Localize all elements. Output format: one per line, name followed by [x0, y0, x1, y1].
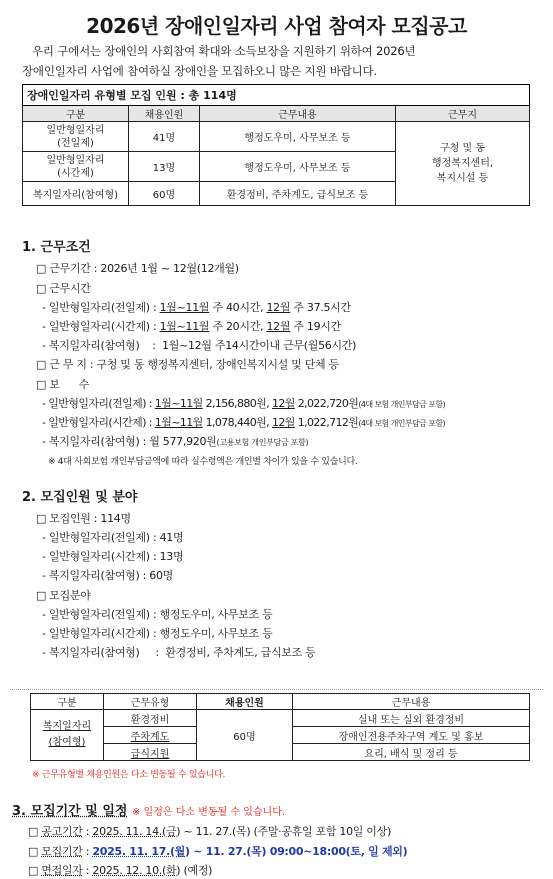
hours-parttime: - 일반형일자리(시간제) : 1월~11월 주 20시간, 12월 주 19시간 — [42, 320, 341, 333]
section-divider — [10, 689, 543, 690]
count-fulltime: - 일반형일자리(전일제) : 41명 — [42, 531, 184, 544]
welfare-duty: 실내 또는 실외 환경정비 — [293, 710, 530, 727]
intro-line-1: 우리 구에서는 장애인의 사회참여 확대와 소득보장을 지원하기 위하여 2026년 — [32, 44, 416, 58]
pay-fulltime: - 일반형일자리(전일제) : 1월~11월 2,156,880원, 12월 2,022,720원(4대 보험 개인부담금 포함) — [42, 397, 445, 410]
summary-row-duty: 행정도우미, 사무보조 등 — [200, 152, 396, 182]
work-place: □ 근 무 지 : 구청 및 동 행정복지센터, 장애인복지시설 및 단체 등 — [36, 358, 339, 371]
welfare-header-worktype: 근무유형 — [104, 694, 197, 710]
summary-row-duty: 행정도우미, 사무보조 등 — [200, 122, 396, 152]
field-parttime: - 일반형일자리(시간제) : 행정도우미, 사무보조 등 — [42, 627, 273, 640]
summary-row-duty: 환경정비, 주차계도, 급식보조 등 — [200, 182, 396, 206]
summary-row-type: 일반형일자리 (전일제) — [23, 122, 129, 152]
count-welfare: - 복지일자리(참여형) : 60명 — [42, 569, 173, 582]
welfare-duty: 장애인전용주차구역 계도 및 홍보 — [293, 727, 530, 744]
recruit-count-heading: □ 모집인원 : 114명 — [36, 512, 131, 525]
pay-parttime: - 일반형일자리(시간제) : 1월~11월 1,078,440원, 12월 1,022,712원(4대 보험 개인부담금 포함) — [42, 416, 445, 429]
summary-row-type: 일반형일자리 (시간제) — [23, 152, 129, 182]
intro-paragraph — [22, 41, 542, 81]
welfare-table-note: ※ 근무유형별 채용인원은 다소 변동될 수 있습니다. — [32, 770, 226, 780]
summary-table — [22, 84, 530, 206]
welfare-header-duty: 근무내용 — [293, 694, 530, 710]
welfare-header-count: 채용인원 — [197, 694, 293, 710]
welfare-header-type: 구분 — [31, 694, 104, 710]
summary-row-count: 60명 — [129, 182, 200, 206]
summary-header-type: 구분 — [23, 106, 129, 122]
hours-fulltime: - 일반형일자리(전일제) : 1월~11월 주 40시간, 12월 주 37.5시간 — [42, 301, 351, 314]
summary-row-count: 41명 — [129, 122, 200, 152]
count-parttime: - 일반형일자리(시간제) : 13명 — [42, 550, 184, 563]
summary-row-type: 복지일자리(참여형) — [23, 182, 129, 206]
recruit-field-heading: □ 모집분야 — [36, 589, 91, 602]
welfare-duty: 요리, 배식 및 정리 등 — [293, 744, 530, 761]
welfare-table — [30, 693, 530, 761]
welfare-type: 복지일자리 (참여형) — [31, 710, 104, 761]
intro-line-2: 장애인일자리 사업에 참여하실 장애인을 모집하오니 많은 지원 바랍니다. — [22, 64, 377, 78]
summary-workplace: 구청 및 동 행정복지센터, 복지시설 등 — [396, 122, 530, 206]
pay-heading: □ 보 수 — [36, 378, 90, 391]
summary-row-count: 13명 — [129, 152, 200, 182]
schedule-announcement: □ 공고기간 : 2025. 11. 14.(금) ~ 11. 27.(목) (주말·공휴일 포함 10일 이상) — [28, 825, 391, 838]
schedule-interview: □ 면접일자 : 2025. 12. 10.(화) (예정) — [28, 864, 213, 877]
page-title: 2026년 장애인일자리 사업 참여자 모집공고 — [86, 14, 467, 38]
hours-welfare: - 복지일자리(참여형) : 1월~12월 주14시간이내 근무(월56시간) — [42, 339, 357, 352]
schedule-recruitment: □ 모집기간 : 2025. 11. 17.(월) ~ 11. 27.(목) 09:00~18:00(토, 일 제외) — [28, 845, 408, 858]
schedule-note: ※ 일정은 다소 변동될 수 있습니다. — [132, 807, 286, 818]
pay-note: ※ 4대 사회보험 개인부담금액에 따라 실수령액은 개인별 차이가 있을 수 있습니다. — [48, 457, 358, 467]
welfare-count: 60명 — [197, 710, 293, 761]
pay-welfare: - 복지일자리(참여형) : 월 577,920원(고용보험 개인부담금 포함) — [42, 435, 309, 448]
field-welfare: - 복지일자리(참여형) : 환경정비, 주차계도, 급식보조 등 — [42, 646, 316, 659]
summary-header-workplace: 근무지 — [396, 106, 530, 122]
summary-table-caption: 장애인일자리 유형별 모집 인원 : 총 114명 — [23, 85, 530, 106]
welfare-worktype: 주차계도 — [104, 727, 197, 744]
welfare-worktype: 환경정비 — [104, 710, 197, 727]
work-hours-heading: □ 근무시간 — [36, 282, 91, 295]
welfare-worktype: 급식지원 — [104, 744, 197, 761]
work-period: □ 근무기간 : 2026년 1월 ~ 12월(12개월) — [36, 262, 239, 275]
field-fulltime: - 일반형일자리(전일제) : 행정도우미, 사무보조 등 — [42, 608, 273, 621]
summary-header-duty: 근무내용 — [200, 106, 396, 122]
section-2-heading: 2. 모집인원 및 분야 — [22, 490, 138, 505]
section-1-heading: 1. 근무조건 — [22, 240, 91, 255]
section-3-heading: 3. 모집기간 및 일정 ※ 일정은 다소 변동될 수 있습니다. — [12, 804, 286, 819]
summary-header-count: 채용인원 — [129, 106, 200, 122]
